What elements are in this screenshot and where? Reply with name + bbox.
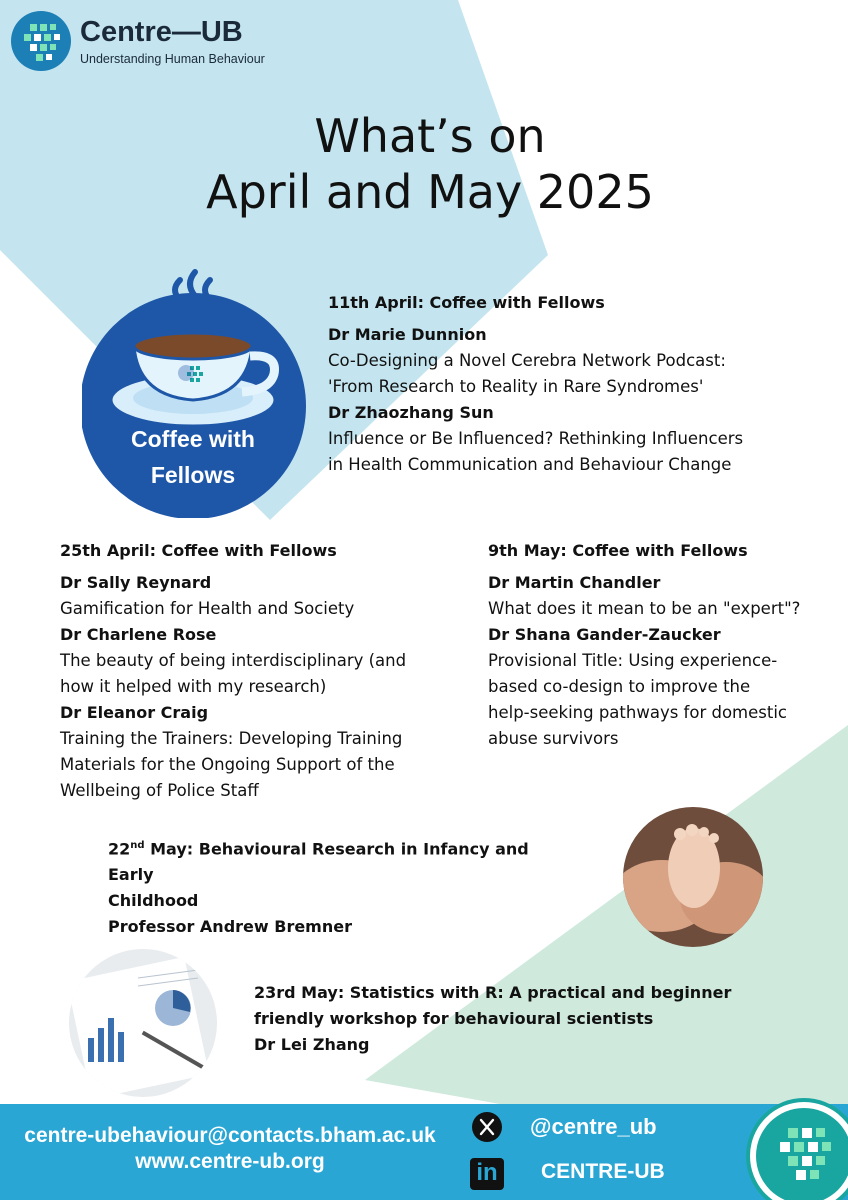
coffee-badge-line1: Coffee with [131, 426, 255, 452]
talk-title-line: Wellbeing of Police Staff [60, 781, 259, 800]
brand-logo-icon [10, 10, 72, 72]
speaker-name: Dr Martin Chandler [488, 573, 661, 592]
talk-title-line: how it helped with my research) [60, 677, 327, 696]
baby-feet-photo [622, 806, 764, 948]
talk-title-line: Gamification for Health and Society [60, 599, 355, 618]
website-link[interactable]: www.centre-ub.org [135, 1150, 325, 1173]
event-heading: 11th April: Coffee with Fellows [328, 293, 605, 312]
speaker-name: Professor Andrew Bremner [108, 917, 352, 937]
talk-title-line: Training the Trainers: Developing Training [60, 729, 403, 748]
event-day-suffix: nd [130, 840, 145, 851]
talk-title-line: abuse survivors [488, 729, 619, 748]
speaker-name: Dr Zhaozhang Sun [328, 403, 494, 422]
contact-email-link[interactable]: centre-ubehaviour@contacts.bham.ac.uk [24, 1124, 436, 1147]
event-heading-line2: friendly workshop for behavioural scientists [254, 1009, 654, 1028]
x-twitter-icon[interactable] [472, 1112, 502, 1142]
talk-title-line: Influence or Be Influenced? Rethinking Influencers [328, 429, 744, 448]
event-heading-rest: May: Behavioural Research in Infancy and Early [108, 839, 529, 885]
footer-logo-icon [738, 1094, 848, 1200]
event-day: 22 [108, 839, 131, 859]
coffee-badge-line2: Fellows [150, 462, 236, 488]
event-heading: 9th May: Coffee with Fellows [488, 541, 748, 560]
linkedin-handle-link[interactable]: CENTRE-UB [541, 1160, 665, 1183]
event-25-april [60, 538, 440, 804]
speaker-name: Dr Marie Dunnion [328, 325, 487, 344]
linkedin-icon-text: in [476, 1159, 498, 1186]
statistics-document-photo [68, 948, 218, 1098]
talk-title-line: What does it mean to be an "expert"? [488, 599, 801, 618]
speaker-name: Dr Sally Reynard [60, 573, 212, 592]
event-9-may [488, 538, 828, 752]
talk-title-line: based co-design to improve the [488, 677, 751, 696]
speaker-name: Dr Eleanor Craig [60, 703, 209, 722]
event-heading: 23rd May: Statistics with R: A practical and beginner [254, 983, 732, 1002]
talk-title-line: help-seeking pathways for domestic [488, 703, 788, 722]
event-23-may [254, 980, 734, 1058]
brand-name: Centre—UB [80, 16, 243, 48]
talk-title-line: Co-Designing a Novel Cerebra Network Podcast: [328, 351, 726, 370]
speaker-name: Dr Charlene Rose [60, 625, 217, 644]
talk-title-line: 'From Research to Reality in Rare Syndromes' [328, 377, 704, 396]
event-heading-line2: Childhood [108, 891, 199, 911]
speaker-name: Dr Lei Zhang [254, 1035, 370, 1054]
talk-title-line: Provisional Title: Using experience- [488, 651, 778, 670]
speaker-name: Dr Shana Gander-Zaucker [488, 625, 721, 644]
event-11-april [328, 290, 788, 478]
event-22-may [108, 833, 578, 940]
talk-title-line: in Health Communication and Behaviour Change [328, 455, 732, 474]
page-title-line2: April and May 2025 [206, 165, 654, 219]
x-handle-link[interactable]: @centre_ub [530, 1114, 657, 1139]
talk-title-line: The beauty of being interdisciplinary (and [60, 651, 407, 670]
coffee-with-fellows-badge [82, 268, 312, 518]
page-title [60, 108, 800, 220]
event-heading: 25th April: Coffee with Fellows [60, 541, 337, 560]
linkedin-icon[interactable] [470, 1158, 504, 1190]
event-heading [108, 833, 578, 888]
talk-title-line: Materials for the Ongoing Support of the [60, 755, 395, 774]
brand-logo [10, 10, 265, 70]
page-title-line1: What’s on [314, 109, 546, 163]
brand-tagline: Understanding Human Behaviour [80, 52, 265, 66]
